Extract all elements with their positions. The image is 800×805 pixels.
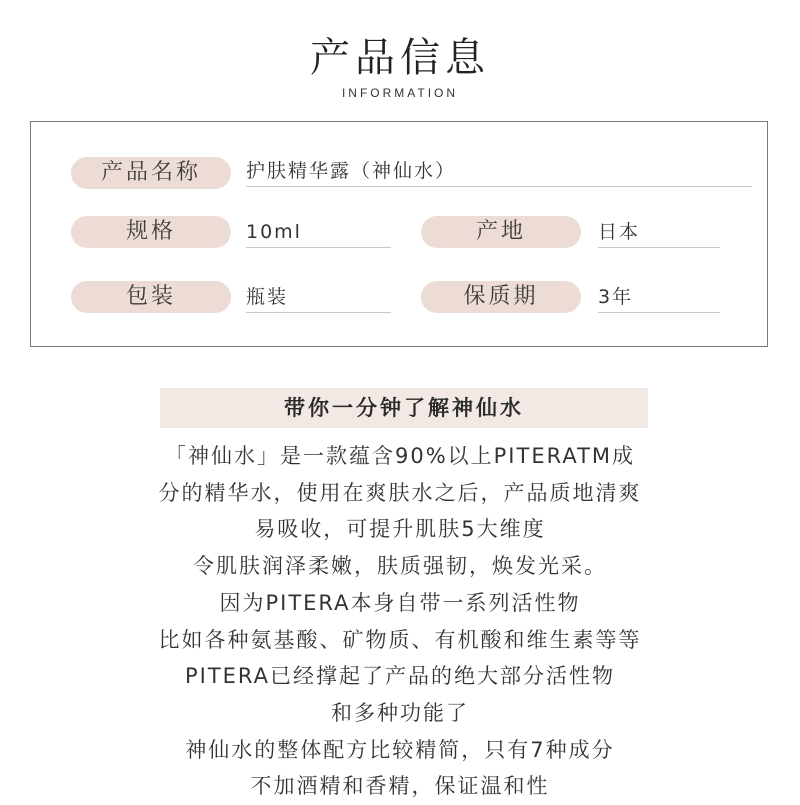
shelf-life-label: 保质期 xyxy=(421,281,581,313)
description-line: 和多种功能了 xyxy=(331,700,469,725)
description-line: 分的精华水，使用在爽肤水之后，产品质地清爽 xyxy=(158,480,642,505)
description-line: 神仙水的整体配方比较精简，只有7种成分 xyxy=(185,737,615,762)
spec-label: 规格 xyxy=(71,216,231,248)
page-title: 产品信息 xyxy=(310,35,490,81)
section-banner: 带你一分钟了解神仙水 xyxy=(160,388,648,428)
description-line: 「神仙水」是一款蕴含90%以上PITERATM成 xyxy=(164,444,636,468)
product-info-box xyxy=(30,121,768,347)
description-block xyxy=(0,438,800,805)
shelf-life-value: 3年 xyxy=(598,282,720,313)
origin-value: 日本 xyxy=(598,217,720,248)
description-line: 令肌肤润泽柔嫩，肤质强韧，焕发光采。 xyxy=(193,554,607,579)
header xyxy=(0,30,800,100)
product-name-value: 护肤精华露（神仙水） xyxy=(246,156,752,187)
spec-value: 10ml xyxy=(246,217,391,248)
package-label: 包装 xyxy=(71,281,231,313)
description-line: 易吸收，可提升肌肤5大维度 xyxy=(254,517,546,542)
description-line: 比如各种氨基酸、矿物质、有机酸和维生素等等 xyxy=(158,627,642,652)
origin-label: 产地 xyxy=(421,216,581,248)
product-name-label: 产品名称 xyxy=(71,157,231,189)
description-line: PITERA已经撑起了产品的绝大部分活性物 xyxy=(184,664,616,689)
description-line: 因为PITERA本身自带一系列活性物 xyxy=(219,590,581,615)
description-line: 不加酒精和香精，保证温和性 xyxy=(250,774,550,799)
package-value: 瓶装 xyxy=(246,282,391,313)
page-subtitle: INFORMATION xyxy=(341,86,459,100)
